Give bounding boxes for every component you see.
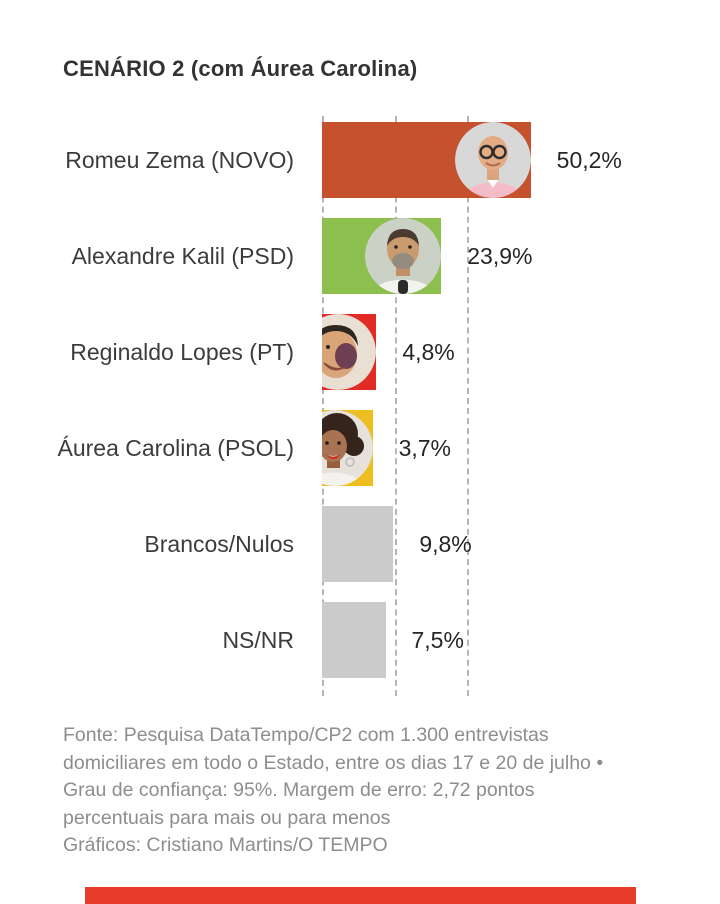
- chart-row: [0, 112, 720, 208]
- source-line: domiciliares em todo o Estado, entre os dias 17 e 20 de julho •: [63, 751, 604, 774]
- candidate-label: Reginaldo Lopes (PT): [70, 338, 294, 365]
- chart-row: [0, 592, 720, 688]
- bar-area: [322, 410, 720, 486]
- bar-area: [322, 218, 720, 294]
- candidate-photo-reginaldo-lopes: [322, 314, 376, 390]
- candidate-photo-romeu-zema: [455, 122, 531, 198]
- credits-line: Gráficos: Cristiano Martins/O TEMPO: [63, 834, 388, 856]
- candidate-label: Alexandre Kalil (PSD): [71, 242, 294, 269]
- bar-area: [322, 314, 720, 390]
- chart-row: [0, 208, 720, 304]
- source-line: Grau de confiança: 95%. Margem de erro: 2,72 pontos: [63, 779, 535, 801]
- candidate-photo-aurea-carolina: [322, 410, 373, 486]
- brand-color-bar: [85, 887, 636, 904]
- value-label: 50,2%: [556, 147, 622, 173]
- candidate-photo-alexandre-kalil: [365, 218, 441, 294]
- placeholder-circle: [322, 602, 386, 678]
- value-label: 23,9%: [467, 243, 533, 269]
- candidate-label: Romeu Zema (NOVO): [65, 146, 294, 173]
- source-note: [63, 722, 688, 860]
- candidate-label: Brancos/Nulos: [144, 530, 294, 557]
- bar-area: [322, 122, 720, 198]
- bar-area: [322, 602, 720, 678]
- chart-row: [0, 496, 720, 592]
- bar-area: [322, 506, 720, 582]
- value-label: 9,8%: [419, 531, 472, 557]
- candidate-label: Áurea Carolina (PSOL): [57, 434, 294, 461]
- chart: [0, 112, 720, 688]
- candidate-label: NS/NR: [222, 626, 294, 653]
- chart-row: [0, 400, 720, 496]
- source-line: Fonte: Pesquisa DataTempo/CP2 com 1.300 entrevistas: [63, 724, 549, 746]
- value-label: 7,5%: [411, 627, 464, 653]
- value-label: 3,7%: [398, 435, 452, 461]
- source-line: percentuais para mais ou para menos: [63, 806, 391, 829]
- value-label: 4,8%: [402, 339, 455, 365]
- chart-row: [0, 304, 720, 400]
- placeholder-circle: [322, 506, 393, 582]
- chart-title: CENÁRIO 2 (com Áurea Carolina): [63, 56, 418, 81]
